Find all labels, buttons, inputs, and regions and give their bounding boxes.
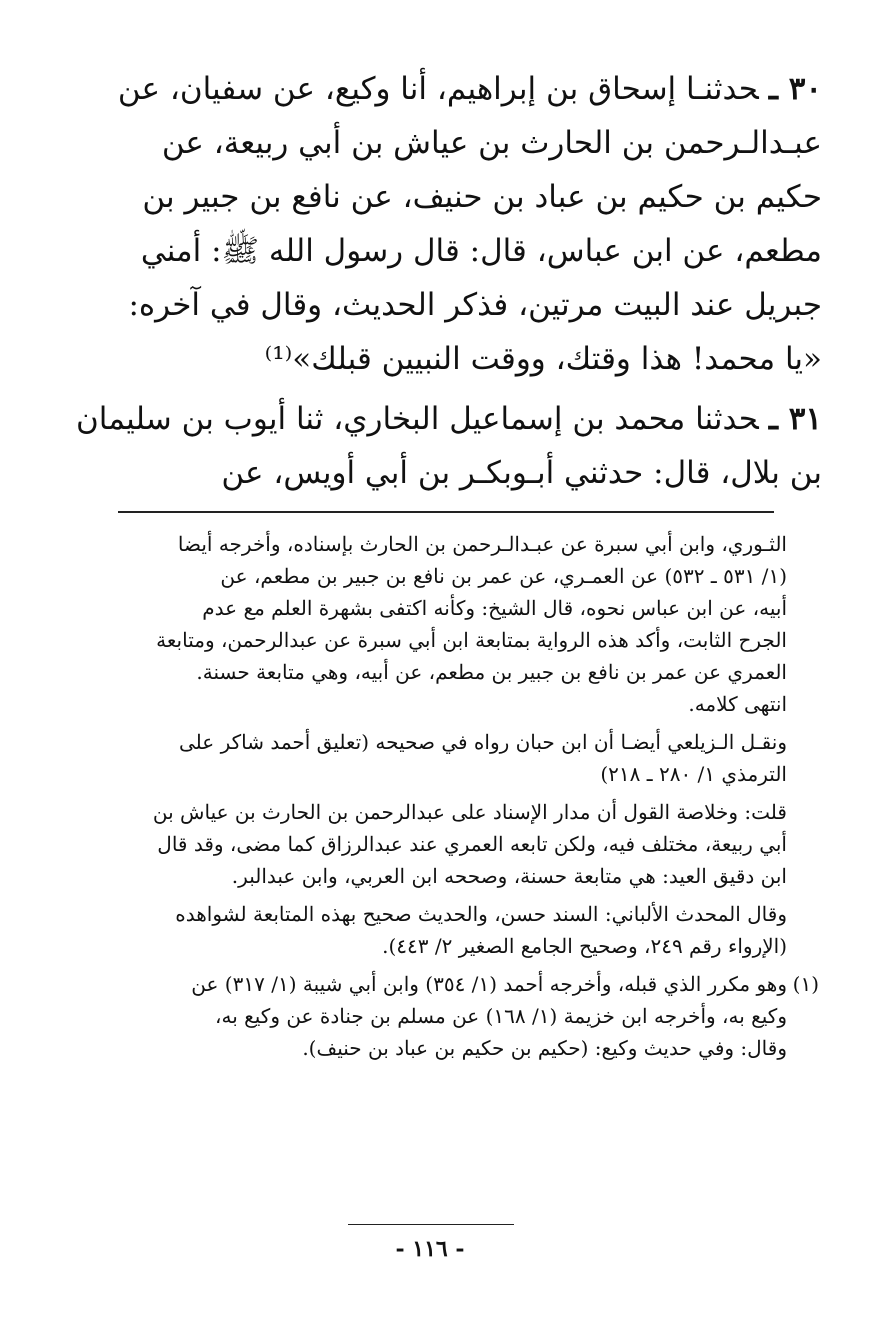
page-number: - ١١٦ -	[395, 1236, 465, 1262]
hadith-line: عبـدالـرحمن بن الحارث بن عياش بن أبي ربيعة، عن	[161, 125, 822, 161]
note-line: وهو مكرر الذي قبله، وأخرجه أحمد (١/ ٣٥٤) وابن أبي شيبة (١/ ٣١٧) عن	[191, 972, 787, 996]
note-paragraph	[117, 898, 787, 962]
note-line: أبيه، عن ابن عباس نحوه، قال الشيخ: وكأنه اكتفى بشهرة العلم مع عدم	[202, 596, 787, 620]
hadith-31	[76, 392, 822, 500]
footnote-marker: (١)	[792, 972, 819, 996]
hadith-number: ٣١ ـ	[768, 401, 822, 437]
note-line: (١/ ٥٣١ ـ ٥٣٢) عن العمـري، عن عمر بن نافع بن جبير بن مطعم، عن	[220, 564, 787, 588]
hadith-line: مطعم، عن ابن عباس، قال: قال رسول الله ﷺ: أمني	[140, 233, 822, 269]
footnote-1	[117, 968, 819, 1064]
note-line: قلت: وخلاصة القول أن مدار الإسناد على عبدالرحمن بن الحارث بن عياش بن	[152, 800, 787, 824]
note-line: (الإرواء رقم ٢٤٩، وصحيح الجامع الصغير ٢/ ٤٤٣).	[382, 934, 787, 958]
footnote-separator	[118, 511, 774, 513]
note-line: وقال المحدث الألباني: السند حسن، والحديث صحيح بهذه المتابعة لشواهده	[175, 902, 787, 926]
note-line: وقال: وفي حديث وكيع: (حكيم بن حكيم بن عباد بن حنيف).	[302, 1036, 787, 1060]
hadith-number: ٣٠ ـ	[768, 71, 822, 107]
hadith-line: حكيم بن حكيم بن عباد بن حنيف، عن نافع بن جبير بن	[142, 179, 822, 215]
hadith-line: «يا محمد! هذا وقتك، ووقت النبيين قبلك»⁽¹⁾	[264, 341, 822, 377]
footnotes	[117, 528, 819, 1064]
note-line: الجرح الثابت، وأكد هذه الرواية بمتابعة ابن أبي سبرة عن عبدالرحمن، ومتابعة	[156, 628, 787, 652]
hadith-line: ٣٠ ـحدثنـا إسحاق بن إبراهيم، أنا وكيع، عن سفيان، عن	[117, 71, 822, 107]
hadith-30	[117, 62, 822, 386]
note-line: الترمذي ١/ ٢٨٠ ـ ٢١٨)	[600, 762, 787, 786]
hadith-line: ٣١ ـحدثنا محمد بن إسماعيل البخاري، ثنا أيوب بن سليمان	[76, 401, 822, 437]
note-paragraph	[117, 528, 787, 720]
note-line: العمري عن عمر بن نافع بن جبير بن مطعم، عن أبيه، وهي متابعة حسنة.	[196, 660, 787, 684]
note-line: ابن دقيق العيد: هي متابعة حسنة، وصححه ابن العربي، وابن عبدالبر.	[231, 864, 787, 888]
note-line: الثـوري، وابن أبي سبرة عن عبـدالـرحمن بن الحارث بإسناده، وأخرجه أيضا	[177, 532, 787, 556]
note-line: أبي ربيعة، مختلف فيه، ولكن تابعه العمري عند عبدالرزاق كما مضى، وقد قال	[157, 832, 787, 856]
hadith-line: جبريل عند البيت مرتين، فذكر الحديث، وقال في آخره:	[128, 287, 822, 323]
note-paragraph	[117, 796, 787, 892]
note-line: انتهى كلامه.	[688, 692, 787, 716]
note-line: وكيع به، وأخرجه ابن خزيمة (١/ ١٦٨) عن مسلم بن جنادة عن وكيع به،	[215, 1004, 787, 1028]
note-paragraph	[117, 726, 787, 790]
page-number-rule	[348, 1224, 514, 1225]
note-line: ونقـل الـزيلعي أيضـا أن ابن حبان رواه في صحيحه (تعليق أحمد شاكر على	[179, 730, 787, 754]
hadith-line: بن بلال، قال: حدثني أبـوبكـر بن أبي أويس، عن	[221, 455, 822, 491]
